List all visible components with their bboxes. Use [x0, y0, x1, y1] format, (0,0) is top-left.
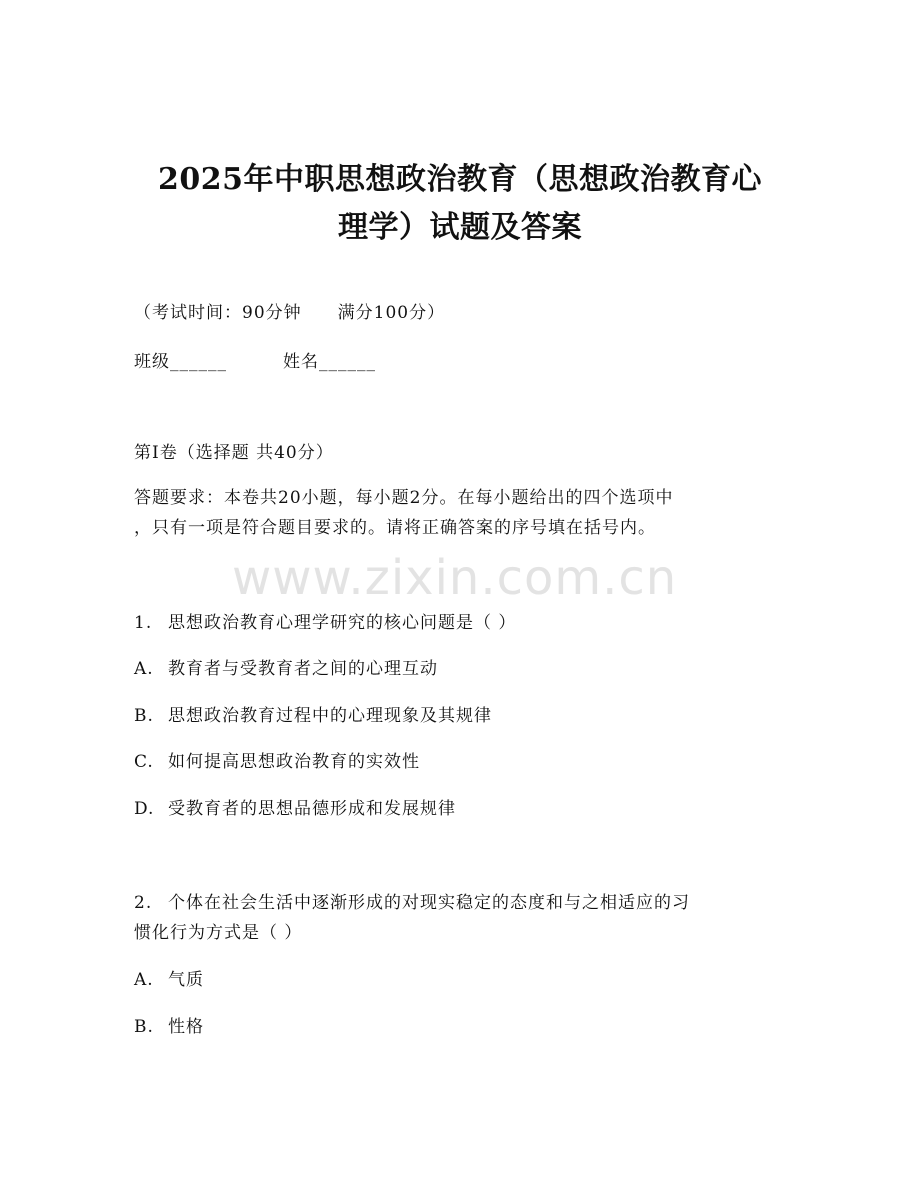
question-1-stem	[134, 611, 516, 635]
student-info	[134, 350, 376, 374]
instructions-line-2: ，只有一项是符合题目要求的。请将正确答案的序号填在括号内。	[134, 518, 656, 538]
option-label: A.	[134, 659, 154, 679]
full-score: 满分100分）	[337, 303, 446, 323]
exam-time: （考试时间：90分钟	[134, 303, 302, 323]
question-1-option-c	[134, 750, 420, 774]
option-label: B.	[134, 1017, 154, 1037]
name-field: 姓名______	[283, 352, 376, 372]
question-number: 1.	[134, 613, 153, 633]
exam-info	[134, 301, 445, 325]
option-text: 性格	[168, 1017, 204, 1037]
class-field: 班级______	[134, 352, 227, 372]
instructions-line-1: 答题要求：本卷共20小题，每小题2分。在每小题给出的四个选项中	[134, 488, 674, 508]
option-label: A.	[134, 970, 154, 990]
question-text: 思想政治教育心理学研究的核心问题是（ ）	[168, 613, 517, 633]
document-title-line-1: 2025年中职思想政治教育（思想政治教育心	[158, 162, 762, 197]
option-label: B.	[134, 706, 154, 726]
question-1-option-a	[134, 657, 438, 681]
question-1-option-d	[134, 797, 456, 821]
option-label: C.	[134, 752, 154, 772]
question-1-option-b	[134, 704, 492, 728]
question-text: 个体在社会生活中逐渐形成的对现实稳定的态度和与之相适应的习	[168, 893, 690, 913]
option-text: 教育者与受教育者之间的心理互动	[168, 659, 438, 679]
option-text: 如何提高思想政治教育的实效性	[168, 752, 420, 772]
question-2-option-a	[134, 968, 204, 992]
option-text: 气质	[168, 970, 204, 990]
document-title-line-2: 理学）试题及答案	[338, 210, 582, 245]
question-2-stem-line-1	[134, 891, 690, 915]
option-text: 受教育者的思想品德形成和发展规律	[168, 799, 456, 819]
option-label: D.	[134, 799, 155, 819]
question-2-stem-line-2: 惯化行为方式是（ ）	[134, 923, 303, 943]
question-number: 2.	[134, 893, 153, 913]
section-title: 第I卷（选择题 共40分）	[134, 443, 334, 463]
watermark: www.zixin.com.cn	[232, 550, 678, 606]
question-2-option-b	[134, 1015, 204, 1039]
option-text: 思想政治教育过程中的心理现象及其规律	[168, 706, 492, 726]
